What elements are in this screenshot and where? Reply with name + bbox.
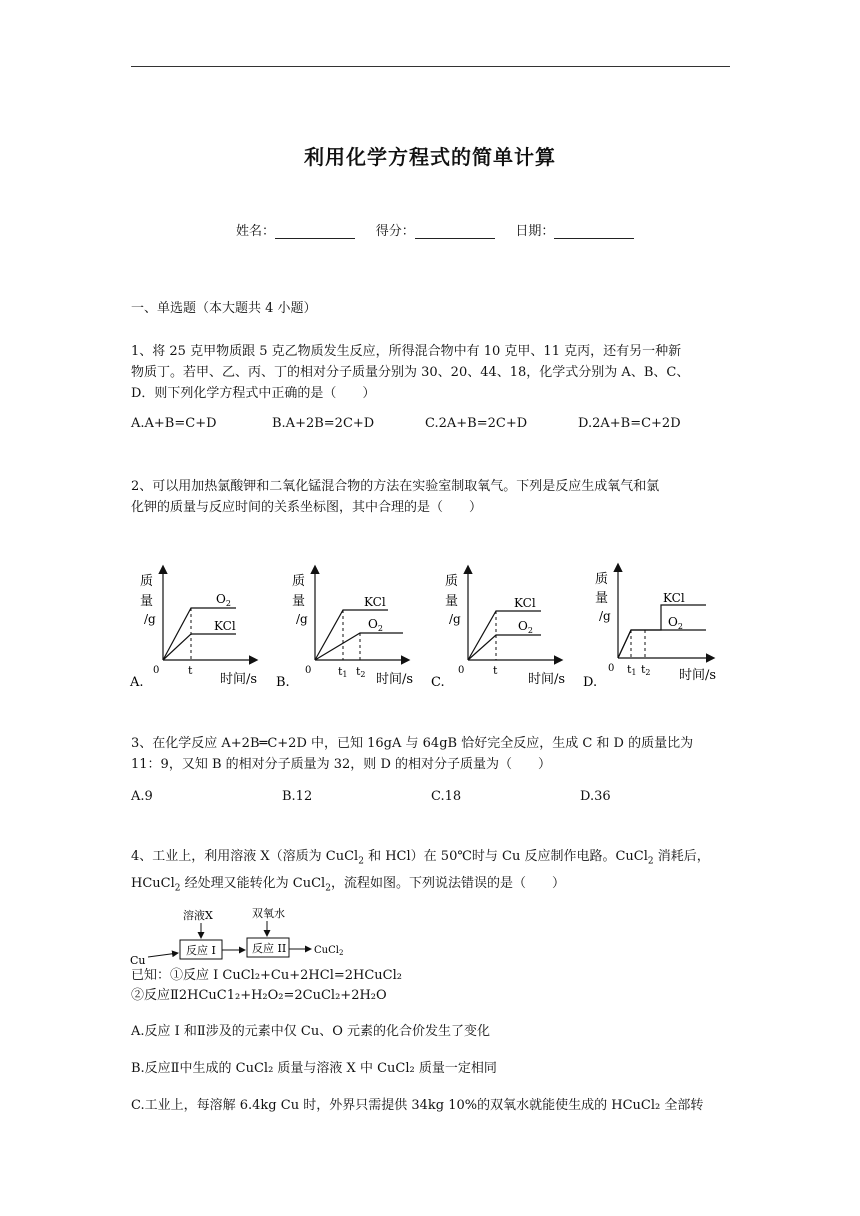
svg-text:量: 量 (445, 594, 459, 609)
svg-text:O2: $O_2$ (668, 615, 683, 631)
flow-peroxide: 双氧水 (252, 907, 285, 920)
svg-text:质: 质 (595, 572, 609, 587)
flow-solution-x: 溶液X (183, 909, 213, 922)
q2-line-2: 化钾的质量与反应时间的关系坐标图，其中合理的是（ ） (131, 500, 483, 515)
q1-line-3: D．则下列化学方程式中正确的是（ ） (131, 386, 376, 401)
q1-option-c[interactable]: C.2A+B=2C+D (425, 416, 528, 431)
q3-line-1: 3、在化学反应 A+2B═C+2D 中，已知 16gA 与 64gB 恰好完全反应，生成 C 和 D 的质量比为 (131, 736, 694, 751)
svg-text:0: 0 (458, 665, 465, 676)
student-info (236, 220, 634, 239)
date-label: 日期： (515, 224, 555, 239)
flow-cucl2: CuCl$_2$ (314, 945, 344, 957)
name-label: 姓名： (236, 224, 276, 239)
question-1 (131, 341, 731, 404)
svg-text:质: 质 (445, 574, 459, 589)
q3-line-2: 11：9，又知 B 的相对分子质量为 32，则 D 的相对分子质量为（ ） (131, 757, 551, 772)
graph-a-kcl-label: KCl (214, 619, 236, 633)
svg-text:t: t (493, 664, 498, 677)
graph-a-ylabel-3: /g (144, 612, 156, 626)
svg-text:KCl: KCl (364, 595, 386, 609)
svg-text:t2: t2 (356, 665, 366, 679)
graph-a-t: t (188, 664, 193, 677)
q3-option-b[interactable]: B.12 (282, 789, 313, 804)
q1-line-2: 物质丁。若甲、乙、丙、丁的相对分子质量分别为 30、20、44、18，化学式分别为 A、B、C、 (131, 365, 690, 380)
flow-reaction-1: 反应 I (186, 944, 216, 957)
svg-text:质: 质 (292, 574, 306, 589)
q2-graphs (126, 555, 736, 695)
q1-line-1: 1、将 25 克甲物质跟 5 克乙物质发生反应，所得混合物中有 10 克甲、11 克丙，还有另一种新 (131, 344, 682, 359)
name-field[interactable] (275, 224, 355, 239)
svg-text:t1: t1 (338, 665, 348, 679)
q3-option-a[interactable]: A.9 (131, 789, 153, 804)
q3-option-d[interactable]: D.36 (580, 789, 611, 804)
question-3 (131, 733, 731, 775)
header-rule (131, 66, 730, 67)
svg-text:时间/s: 时间/s (376, 672, 414, 687)
q2-option-c[interactable]: C. (431, 675, 445, 690)
graph-c-o2-line (468, 635, 541, 660)
q2-option-a[interactable]: A. (130, 675, 144, 690)
svg-text:O2: $O_2$ (518, 619, 533, 635)
svg-text:t1: t1 (627, 663, 637, 677)
page-title: 利用化学方程式的简单计算 (304, 145, 556, 169)
q3-option-c[interactable]: C.18 (431, 789, 462, 804)
svg-text:KCl: KCl (514, 596, 536, 610)
q4-known-2: ②反应Ⅱ2HCuC1₂+H₂O₂=2CuCl₂+2H₂O (131, 988, 387, 1003)
svg-text:/g: /g (449, 612, 461, 626)
svg-text:t2: t2 (641, 663, 651, 677)
svg-text:O2: $O_2$ (368, 617, 383, 633)
graph-d (583, 565, 716, 690)
q2-option-d[interactable]: D. (583, 675, 598, 690)
graph-a-o2-label: $O_2$ (216, 592, 231, 608)
svg-text:量: 量 (595, 591, 609, 606)
flow-reaction-2: 反应 II (252, 942, 287, 955)
q2-line-1: 2、可以用加热氯酸钾和二氧化锰混合物的方法在实验室制取氧气。下列是反应生成氧气和氯 (131, 479, 660, 494)
svg-text:时间/s: 时间/s (528, 672, 566, 687)
svg-text:0: 0 (608, 663, 615, 674)
svg-text:/g: /g (599, 609, 611, 623)
graph-a-kcl-line (163, 634, 236, 660)
question-4 (131, 846, 731, 899)
svg-text:量: 量 (292, 594, 306, 609)
q4-known-1: 已知：①反应 I CuCl₂+Cu+2HCl=2HCuCl₂ (131, 968, 402, 983)
q1-option-b[interactable]: B.A+2B=2C+D (272, 416, 375, 431)
score-label: 得分： (375, 224, 415, 239)
q4-option-a[interactable]: A.反应 I 和Ⅱ涉及的元素中仅 Cu、O 元素的化合价发生了变化 (131, 1024, 490, 1039)
svg-text:/g: /g (296, 612, 308, 626)
svg-text:0: 0 (305, 665, 312, 676)
q1-option-d[interactable]: D.2A+B=C+2D (578, 416, 681, 431)
svg-text:KCl: KCl (663, 591, 685, 605)
score-field[interactable] (415, 224, 495, 239)
graph-b (276, 567, 413, 690)
q2-option-b[interactable]: B. (276, 675, 290, 690)
q4-known (131, 966, 731, 1006)
section-heading: 一、单选题（本大题共 4 小题） (131, 301, 317, 316)
graph-c (431, 567, 565, 690)
svg-text:时间/s: 时间/s (679, 668, 717, 683)
flow-cu: Cu (130, 954, 146, 967)
date-field[interactable] (554, 224, 634, 239)
graph-a-origin: 0 (153, 665, 160, 676)
question-2 (131, 476, 731, 518)
graph-a-xlabel: 时间/s (220, 672, 258, 687)
graph-a (129, 567, 257, 690)
q1-option-a[interactable]: A.A+B=C+D (131, 416, 217, 431)
graph-a-ylabel-2: 量 (140, 594, 154, 609)
graph-a-ylabel-1: 质 (140, 574, 154, 589)
q4-line-1: 4、工业上，利用溶液 X（溶质为 CuCl$_2$ 和 HCl）在 50℃时与 Cu 反应制作电路。CuCl$_2$ 消耗后， (131, 849, 710, 867)
q4-option-b[interactable]: B.反应Ⅱ中生成的 CuCl₂ 质量与溶液 X 中 CuCl₂ 质量一定相同 (131, 1061, 497, 1076)
q4-line-2: HCuCl$_2$ 经处理又能转化为 CuCl$_2$，流程如图。下列说法错误的是（ ） (131, 875, 565, 894)
q4-flow-diagram (128, 905, 368, 967)
q4-option-c[interactable]: C.工业上，每溶解 6.4kg Cu 时，外界只需提供 34kg 10%的双氧水就能使生成的 HCuCl₂ 全部转 (131, 1098, 704, 1113)
